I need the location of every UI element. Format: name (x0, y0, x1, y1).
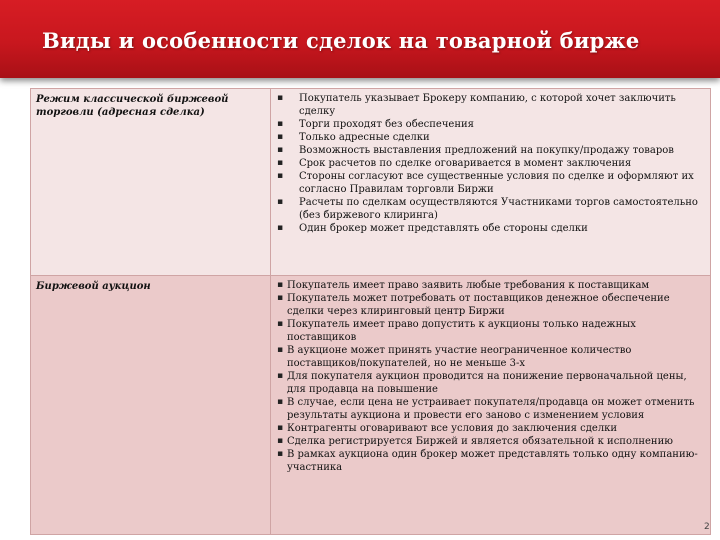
list-item: ▪ Для покупателя аукцион проводится на понижение первоначальной цены, для продавца на повышение (277, 371, 687, 395)
list-item: ▪ Контрагенты оговаривают все условия до заключения сделки (277, 423, 618, 434)
list-item: ▪ Возможность выставления предложений на покупку/продажу товаров (277, 145, 674, 156)
list-item: ▪ Покупатель имеет право заявить любые требования к поставщикам (277, 280, 650, 291)
list-item: ▪ Только адресные сделки (277, 132, 430, 143)
comparison-table (30, 88, 711, 535)
list-item: ▪ Сделка регистрируется Биржей и является обязательной к исполнению (277, 436, 673, 447)
row-items-cell (271, 89, 711, 276)
bullet-icon: ▪ (277, 158, 284, 168)
bullet-list (277, 279, 704, 474)
bullet-icon: ▪ (277, 449, 284, 459)
title-banner (0, 0, 720, 78)
table-row (31, 276, 711, 535)
bullet-icon: ▪ (277, 423, 284, 433)
bullet-icon: ▪ (277, 132, 284, 142)
bullet-icon: ▪ (277, 319, 284, 329)
list-item: ▪ Расчеты по сделкам осуществляются Участниками торгов самостоятельно (без биржевого клиринга) (277, 197, 698, 221)
bullet-icon: ▪ (277, 145, 284, 155)
bullet-icon: ▪ (277, 345, 284, 355)
list-item: ▪ В рамках аукциона один брокер может представлять только одну компанию-участника (277, 449, 698, 473)
bullet-icon: ▪ (277, 280, 284, 290)
table-row (31, 89, 711, 276)
bullet-icon: ▪ (277, 436, 284, 446)
list-item: ▪ Покупатель указывает Брокеру компанию, с которой хочет заключить сделку (277, 93, 676, 117)
bullet-icon: ▪ (277, 171, 284, 181)
list-item: ▪ В аукционе может принять участие неограниченное количество поставщиков/покупателей, но не меньше 3-х (277, 345, 632, 369)
list-item: ▪ Торги проходят без обеспечения (277, 119, 474, 130)
list-item: ▪ Покупатель может потребовать от поставщиков денежное обеспечение сделки через клиринговый центр Биржи (277, 293, 670, 317)
bullet-icon: ▪ (277, 223, 284, 233)
row-label: Биржевой аукцион (31, 276, 271, 535)
list-item: ▪ Стороны согласуют все существенные условия по сделке и оформляют их согласно Правилам торговли Биржи (277, 171, 694, 195)
row-items-cell (271, 276, 711, 535)
bullet-icon: ▪ (277, 93, 284, 103)
bullet-icon: ▪ (277, 371, 284, 381)
slide-title: Виды и особенности сделок на товарной бирже (42, 28, 640, 53)
list-item: ▪ В случае, если цена не устраивает покупателя/продавца он может отменить результаты аукциона и провести его заново с изменением условия (277, 397, 695, 421)
bullet-icon: ▪ (277, 119, 284, 129)
row-label: Режим классической биржевой торговли (адресная сделка) (31, 89, 271, 276)
list-item: ▪ Один брокер может представлять обе стороны сделки (277, 223, 588, 234)
list-item: ▪ Покупатель имеет право допустить к аукционы только надежных поставщиков (277, 319, 636, 343)
bullet-icon: ▪ (277, 397, 284, 407)
bullet-icon: ▪ (277, 293, 284, 303)
bullet-list (277, 92, 704, 235)
bullet-icon: ▪ (277, 197, 284, 207)
list-item: ▪ Срок расчетов по сделке оговаривается в момент заключения (277, 158, 632, 169)
page-number: 2 (704, 522, 710, 532)
